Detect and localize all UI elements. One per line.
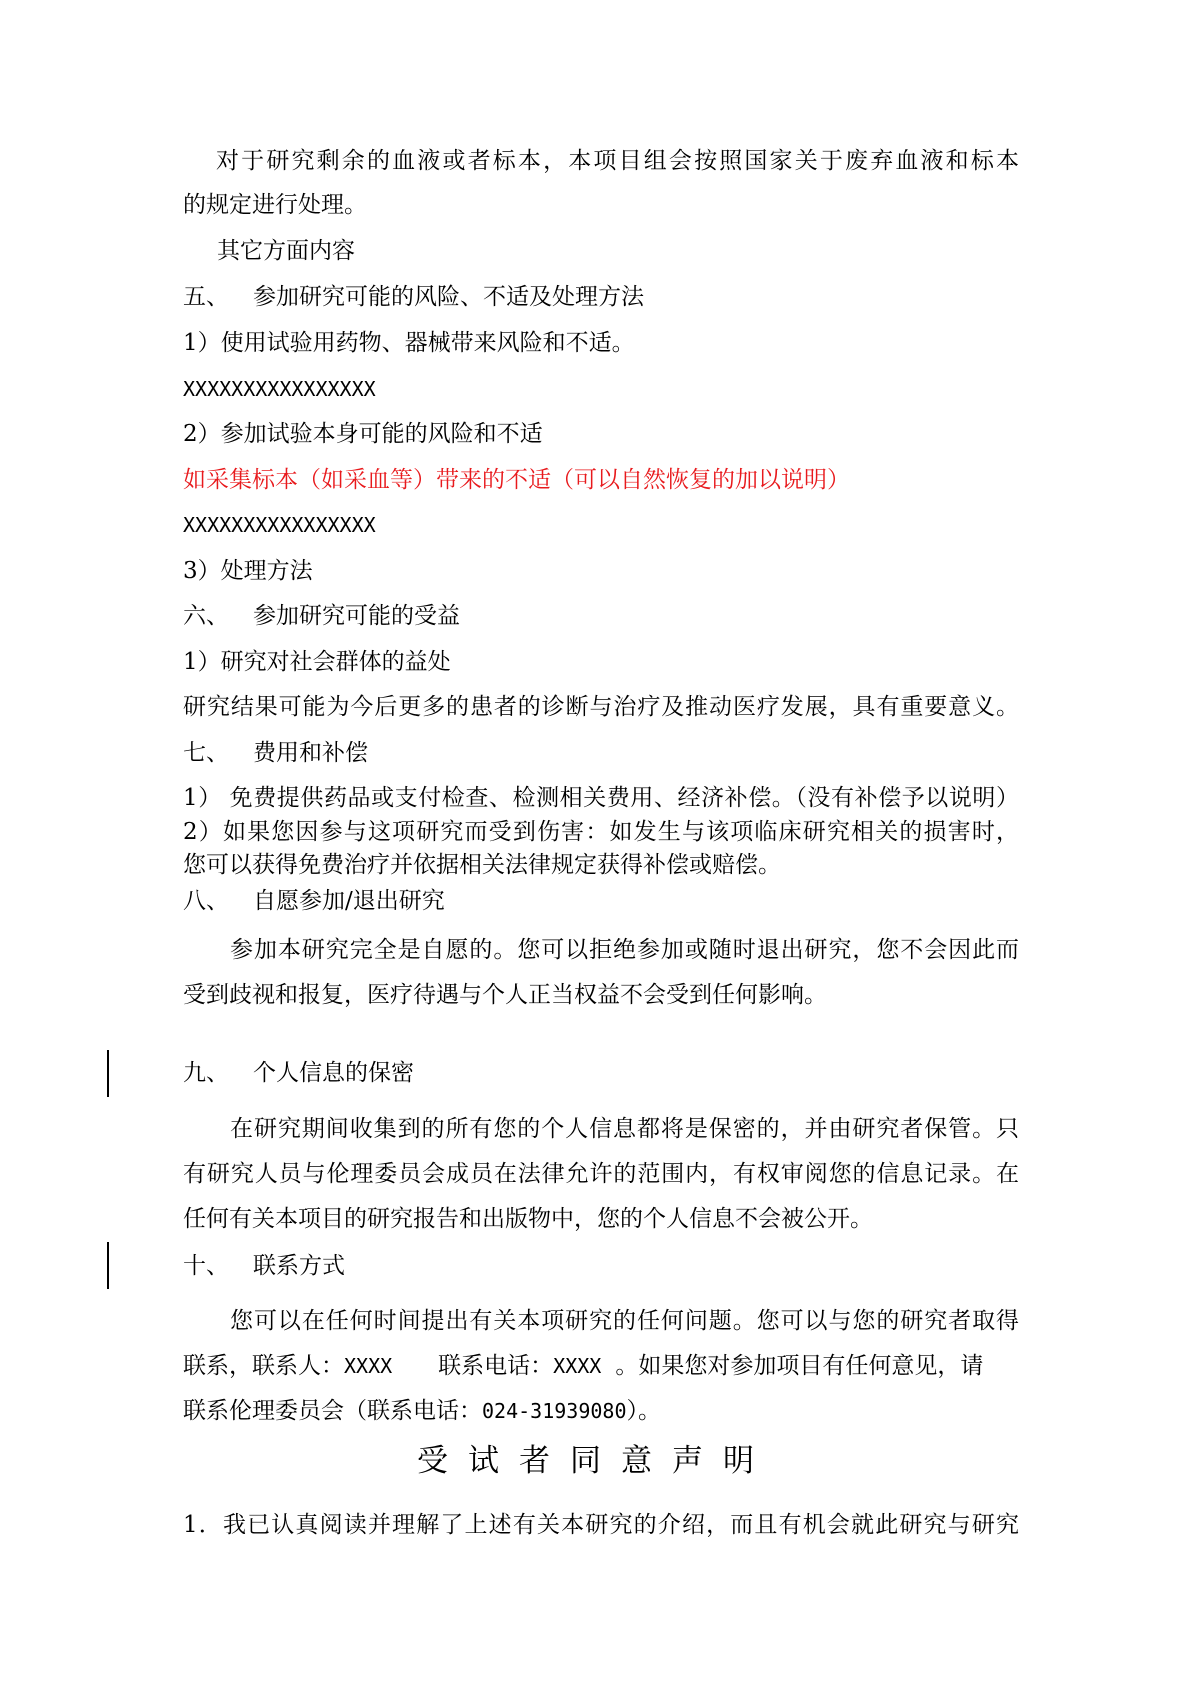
specimen-paragraph-line-1: 对于研究剩余的血液或者标本，本项目组会按照国家关于废弃血液和标本 xyxy=(216,148,1019,174)
red-instruction-note: 如采集标本（如采血等）带来的不适（可以自然恢复的加以说明） xyxy=(183,467,850,493)
section-5-heading xyxy=(183,282,644,312)
ethics-phone-value: 024-31939080 xyxy=(482,1399,627,1423)
section-10-text-line-2 xyxy=(183,1351,983,1381)
section-number: 九、 xyxy=(183,1060,229,1086)
section-title: 参加研究可能的受益 xyxy=(253,603,460,629)
section-9-text-line-1: 在研究期间收集到的所有您的个人信息都将是保密的，并由研究者保管。只 xyxy=(230,1116,1019,1142)
section-8-heading xyxy=(183,886,445,916)
section-10-text-line-3 xyxy=(183,1396,661,1426)
section-9-text-line-3: 任何有关本项目的研究报告和出版物中，您的个人信息不会被公开。 xyxy=(183,1206,873,1232)
section-title: 联系方式 xyxy=(253,1253,345,1279)
section-number: 五、 xyxy=(183,284,229,310)
specimen-paragraph-line-2: 的规定进行处理。 xyxy=(183,192,367,218)
consent-title: 受试者同意声明 xyxy=(417,1443,774,1479)
placeholder-text: XXXXXXXXXXXXXXXX xyxy=(183,377,376,401)
section-7-item-1: 1） 免费提供药品或支付检查、检测相关费用、经济补偿。（没有补偿予以说明） xyxy=(183,785,1019,811)
section-6-heading xyxy=(183,601,460,631)
consent-item-1: 1．我已认真阅读并理解了上述有关本研究的介绍，而且有机会就此研究与研究 xyxy=(183,1512,1019,1538)
section-6-item-1: 1）研究对社会群体的益处 xyxy=(183,649,451,675)
section-number: 八、 xyxy=(183,888,229,914)
section-5-item-1: 1）使用试验用药物、器械带来风险和不适。 xyxy=(183,330,635,356)
section-title: 自愿参加/退出研究 xyxy=(253,888,445,914)
section-9-text-line-2: 有研究人员与伦理委员会成员在法律允许的范围内，有权审阅您的信息记录。在 xyxy=(183,1161,1019,1187)
contact-phone-value: XXXX xyxy=(553,1354,602,1378)
other-aspects-heading: 其它方面内容 xyxy=(217,238,355,264)
section-7-item-2-line-2: 您可以获得免费治疗并依据相关法律规定获得补偿或赔偿。 xyxy=(183,852,781,878)
contact-person-value: XXXX xyxy=(344,1354,393,1378)
section-5-item-3: 3）处理方法 xyxy=(183,558,313,584)
section-title: 参加研究可能的风险、不适及处理方法 xyxy=(253,284,644,310)
section-10-heading xyxy=(183,1251,345,1281)
ethics-contact-close: ）。 xyxy=(626,1398,661,1424)
section-title: 个人信息的保密 xyxy=(253,1060,414,1086)
section-7-item-2-line-1: 2）如果您因参与这项研究而受到伤害：如发生与该项临床研究相关的损害时， xyxy=(183,819,1019,845)
contact-feedback-text: 。如果您对参加项目有任何意见，请 xyxy=(615,1353,984,1379)
section-8-text-line-2: 受到歧视和报复，医疗待遇与个人正当权益不会受到任何影响。 xyxy=(183,982,827,1008)
section-number: 七、 xyxy=(183,740,229,766)
section-number: 六、 xyxy=(183,603,229,629)
section-title: 费用和补偿 xyxy=(253,740,368,766)
section-9-heading xyxy=(183,1058,414,1088)
revision-bar xyxy=(107,1242,109,1289)
section-6-item-1-text: 研究结果可能为今后更多的患者的诊断与治疗及推动医疗发展，具有重要意义。 xyxy=(183,694,1019,720)
section-number: 十、 xyxy=(183,1253,229,1279)
contact-phone-label: 联系电话： xyxy=(438,1353,554,1379)
ethics-contact-label: 联系伦理委员会（联系电话： xyxy=(183,1398,482,1424)
section-5-item-2: 2）参加试验本身可能的风险和不适 xyxy=(183,421,543,447)
section-7-heading xyxy=(183,738,368,768)
section-8-text-line-1: 参加本研究完全是自愿的。您可以拒绝参加或随时退出研究，您不会因此而 xyxy=(230,937,1019,963)
revision-bar xyxy=(107,1050,109,1097)
contact-person-label: 联系，联系人： xyxy=(183,1353,344,1379)
placeholder-text: XXXXXXXXXXXXXXXX xyxy=(183,513,376,537)
section-10-text-line-1: 您可以在任何时间提出有关本项研究的任何问题。您可以与您的研究者取得 xyxy=(230,1308,1019,1334)
